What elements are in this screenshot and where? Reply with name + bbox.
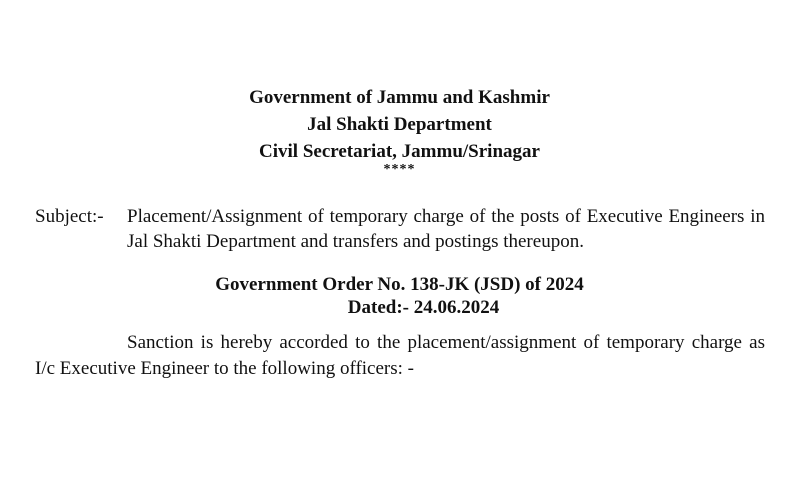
order-block (0, 273, 799, 319)
body-paragraph: Sanction is hereby accorded to the placement/assignment of temporary charge as I/c Executive Engineer to the following officers: - (35, 332, 765, 379)
document-header (0, 84, 799, 175)
subject-text: Placement/Assignment of temporary charge of the posts of Executive Engineers in Jal Shakti Department and transfers and postings thereupon. (127, 206, 765, 252)
order-date: Dated:- 24.06.2024 (347, 297, 500, 318)
header-government: Government of Jammu and Kashmir (249, 87, 550, 108)
header-secretariat: Civil Secretariat, Jammu/Srinagar (259, 141, 540, 162)
subject-label: Subject:- (35, 206, 104, 227)
header-department: Jal Shakti Department (307, 114, 492, 135)
header-separator: **** (383, 162, 416, 177)
order-number: Government Order No. 138-JK (JSD) of 2024 (215, 274, 584, 295)
